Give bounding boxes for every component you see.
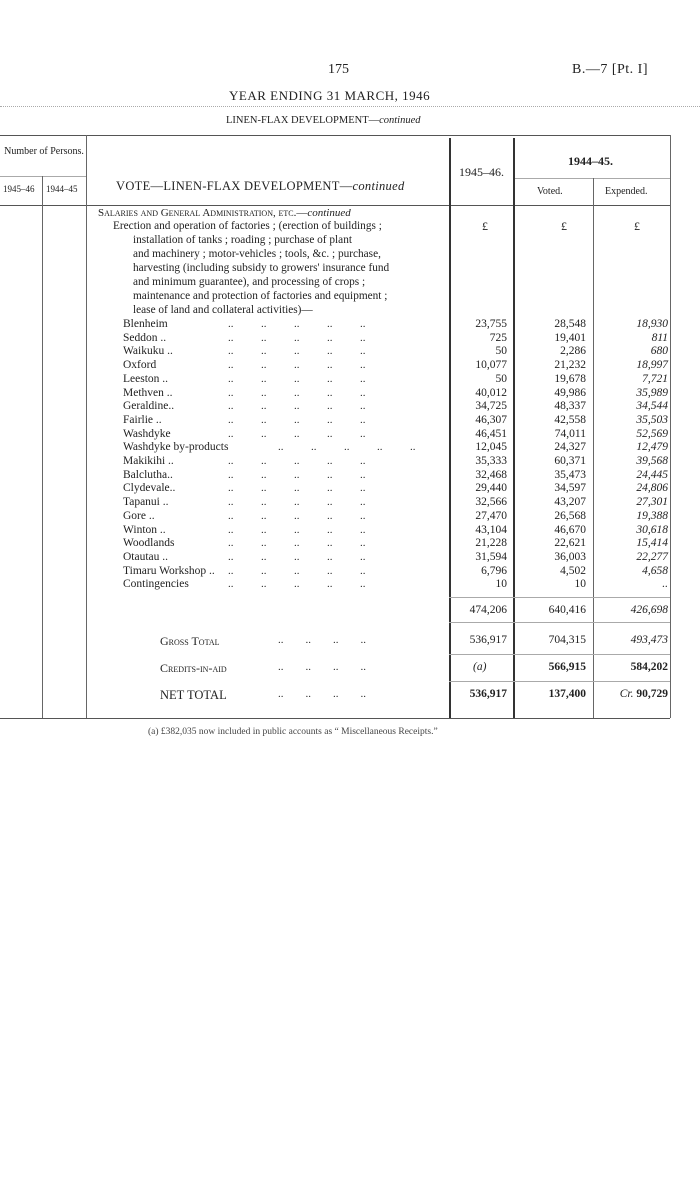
persons-right-divider xyxy=(86,135,87,718)
row-expended-value: 4,658 xyxy=(642,565,668,577)
row-name: Otautau .. xyxy=(123,551,169,563)
row-voted-value: 2,286 xyxy=(560,345,586,357)
footnote: (a) £382,035 now included in public accounts as “ Miscellaneous Receipts.” xyxy=(148,727,438,737)
row-name: Blenheim xyxy=(123,318,168,330)
gross-total-voted: 704,315 xyxy=(548,634,586,646)
page-title: YEAR ENDING 31 MARCH, 1946 xyxy=(229,88,431,103)
row-name: Oxford xyxy=(123,359,157,371)
row-expended-value: .. xyxy=(662,578,668,590)
expended-header: Expended. xyxy=(605,186,648,197)
row-1945-46-value: 31,594 xyxy=(475,551,507,563)
row-voted-value: 35,473 xyxy=(554,469,586,481)
row-name: Clydevale.. xyxy=(123,482,176,494)
row-name: Gore .. xyxy=(123,510,155,522)
description-line: maintenance and protection of factories and equipment ; xyxy=(133,290,388,302)
gross-total-leader: .. .. .. .. xyxy=(278,634,366,646)
header-rule xyxy=(0,106,700,107)
row-1945-46-value: 23,755 xyxy=(475,318,507,330)
description-line: installation of tanks ; roading ; purchase of plant xyxy=(133,234,352,246)
row-1945-46-value: 21,228 xyxy=(475,537,507,549)
subtotal-voted: 640,416 xyxy=(548,604,586,616)
row-expended-value: 22,277 xyxy=(636,551,668,563)
row-name: Winton .. xyxy=(123,524,166,536)
row-expended-value: 52,569 xyxy=(636,428,668,440)
row-voted-value: 21,232 xyxy=(554,359,586,371)
row-expended-value: 34,544 xyxy=(636,400,668,412)
net-total-label: NET TOTAL xyxy=(160,688,227,702)
row-1945-46-value: 35,333 xyxy=(475,455,507,467)
row-name: Timaru Workshop .. xyxy=(123,565,215,577)
row-voted-value: 26,568 xyxy=(554,510,586,522)
row-1945-46-value: 6,796 xyxy=(481,565,507,577)
row-1945-46-value: 46,451 xyxy=(475,428,507,440)
net-total-1945-46: 536,917 xyxy=(469,688,507,700)
row-name: Fairlie .. xyxy=(123,414,162,426)
row-leader-dots: .. .. .. .. .. xyxy=(228,387,366,399)
row-leader-dots: .. .. .. .. .. xyxy=(228,551,366,563)
description-line: harvesting (including subsidy to growers' insurance fund xyxy=(133,262,390,274)
row-leader-dots: .. .. .. .. .. xyxy=(228,496,366,508)
header-bottom-rule xyxy=(0,205,670,206)
table-top-rule xyxy=(0,135,670,136)
page-number: 175 xyxy=(328,62,349,77)
row-leader-dots: .. .. .. .. .. xyxy=(228,318,366,330)
row-expended-value: 24,445 xyxy=(636,469,668,481)
row-name: Waikuku .. xyxy=(123,345,173,357)
row-leader-dots: .. .. .. .. .. xyxy=(228,578,366,590)
row-name: Methven .. xyxy=(123,387,173,399)
section-subtitle-main: LINEN-FLAX DEVELOPMENT— xyxy=(226,115,380,126)
net-total-voted: 137,400 xyxy=(548,688,586,700)
row-name: Woodlands xyxy=(123,537,175,549)
number-of-persons-header: Number of Persons. xyxy=(4,146,84,157)
row-leader-dots: .. .. .. .. .. xyxy=(228,524,366,536)
row-1945-46-value: 32,468 xyxy=(475,469,507,481)
credits-1945-46-note: (a) xyxy=(473,661,487,673)
persons-1944-45-header: 1944–45 xyxy=(46,184,78,194)
row-expended-value: 27,301 xyxy=(636,496,668,508)
row-expended-value: 15,414 xyxy=(636,537,668,549)
row-expended-value: 680 xyxy=(650,345,668,357)
section-heading-main: Salaries and General Administration, etc.— xyxy=(98,207,308,219)
currency-expended: £ xyxy=(634,219,640,233)
subtotal-rule xyxy=(449,597,670,598)
section-heading-continued: continued xyxy=(307,207,351,219)
row-expended-value: 24,806 xyxy=(636,482,668,494)
gross-total-1945-46: 536,917 xyxy=(469,634,507,646)
row-expended-value: 35,503 xyxy=(636,414,668,426)
row-voted-value: 28,548 xyxy=(554,318,586,330)
row-voted-value: 19,678 xyxy=(554,373,586,385)
row-name: Geraldine.. xyxy=(123,400,175,412)
description-line: Erection and operation of factories ; (erection of buildings ; xyxy=(113,220,382,232)
gross-total-rule xyxy=(449,654,670,655)
row-leader-dots: .. .. .. .. .. xyxy=(228,400,366,412)
number-persons-subrule xyxy=(0,176,86,177)
row-1945-46-value: 43,104 xyxy=(475,524,507,536)
row-leader-dots: .. .. .. .. .. xyxy=(228,414,366,426)
row-name: Seddon .. xyxy=(123,332,167,344)
currency-voted: £ xyxy=(561,219,567,233)
row-voted-value: 74,011 xyxy=(554,428,586,440)
net-total-leader: .. .. .. .. xyxy=(278,688,366,700)
description-line: and minimum guarantee), and processing of crops ; xyxy=(133,276,366,288)
row-leader-dots: .. .. .. .. .. xyxy=(228,359,366,371)
table-right-edge xyxy=(670,135,671,718)
row-leader-dots: .. .. .. .. .. xyxy=(228,373,366,385)
vote-title xyxy=(116,179,405,194)
row-name: Washdyke xyxy=(123,428,171,440)
row-leader-dots: .. .. .. .. .. xyxy=(228,345,366,357)
section-subtitle-continued: continued xyxy=(379,115,421,126)
row-voted-value: 60,371 xyxy=(554,455,586,467)
row-expended-value: 12,479 xyxy=(636,441,668,453)
row-voted-value: 48,337 xyxy=(554,400,586,412)
year-1944-subrule xyxy=(514,178,670,179)
row-1945-46-value: 29,440 xyxy=(475,482,507,494)
row-expended-value: 18,997 xyxy=(636,359,668,371)
gross-total-expended: 493,473 xyxy=(630,634,668,646)
row-leader-dots: .. .. .. .. .. xyxy=(228,537,366,549)
row-voted-value: 19,401 xyxy=(554,332,586,344)
table-bottom-rule xyxy=(0,718,670,719)
row-name: Tapanui .. xyxy=(123,496,169,508)
voted-header: Voted. xyxy=(537,186,563,197)
credits-in-aid-label: Credits-in-aid xyxy=(160,661,227,675)
row-expended-value: 18,930 xyxy=(636,318,668,330)
subtotal-bottom-rule xyxy=(449,622,670,623)
row-leader-dots: .. .. .. .. .. xyxy=(228,428,366,440)
row-1945-46-value: 32,566 xyxy=(475,496,507,508)
persons-1945-46-header: 1945–46 xyxy=(3,184,35,194)
row-expended-value: 35,989 xyxy=(636,387,668,399)
section-heading xyxy=(98,207,351,219)
row-1945-46-value: 10 xyxy=(495,578,507,590)
credits-leader: .. .. .. .. xyxy=(278,661,366,673)
description-line: and machinery ; motor-vehicles ; tools, &c. ; purchase, xyxy=(133,248,381,260)
credits-expended: 584,202 xyxy=(630,661,668,673)
row-1945-46-value: 40,012 xyxy=(475,387,507,399)
row-name: Makikihi .. xyxy=(123,455,174,467)
row-leader-dots: .. .. .. .. .. xyxy=(228,455,366,467)
subtotal-expended: 426,698 xyxy=(630,604,668,616)
row-expended-value: 30,618 xyxy=(636,524,668,536)
row-name: Washdyke by-products xyxy=(123,441,229,453)
row-1945-46-value: 10,077 xyxy=(475,359,507,371)
row-voted-value: 36,003 xyxy=(554,551,586,563)
row-leader-dots: .. .. .. .. .. xyxy=(228,510,366,522)
net-total-expended xyxy=(594,688,668,700)
row-voted-value: 24,327 xyxy=(554,441,586,453)
section-subtitle xyxy=(226,115,421,126)
row-voted-value: 49,986 xyxy=(554,387,586,399)
description-line: lease of land and collateral activities)— xyxy=(133,304,313,316)
row-voted-value: 10 xyxy=(574,578,586,590)
row-expended-value: 19,388 xyxy=(636,510,668,522)
row-1945-46-value: 46,307 xyxy=(475,414,507,426)
net-total-expended-value: 90,729 xyxy=(636,688,668,700)
gross-total-label: Gross Total xyxy=(160,634,220,648)
row-expended-value: 7,721 xyxy=(642,373,668,385)
col-1945-46-header: 1945–46. xyxy=(459,165,504,179)
page-reference: B.—7 [Pt. I] xyxy=(572,62,648,77)
row-voted-value: 46,670 xyxy=(554,524,586,536)
row-leader-dots: .. .. .. .. .. xyxy=(228,469,366,481)
net-total-credit-prefix: Cr. xyxy=(619,688,634,700)
row-1945-46-value: 50 xyxy=(495,373,507,385)
row-voted-value: 43,207 xyxy=(554,496,586,508)
row-leader-dots: .. .. .. .. .. xyxy=(278,441,416,453)
vote-title-continued: continued xyxy=(352,179,405,193)
row-name: Contingencies xyxy=(123,578,189,590)
persons-mid-divider xyxy=(42,176,43,718)
credits-voted: 566,915 xyxy=(548,661,586,673)
row-1945-46-value: 12,045 xyxy=(475,441,507,453)
vote-title-main: VOTE—LINEN-FLAX DEVELOPMENT— xyxy=(116,179,353,193)
row-1945-46-value: 50 xyxy=(495,345,507,357)
row-leader-dots: .. .. .. .. .. xyxy=(228,565,366,577)
row-name: Leeston .. xyxy=(123,373,169,385)
row-voted-value: 22,621 xyxy=(554,537,586,549)
row-voted-value: 34,597 xyxy=(554,482,586,494)
row-voted-value: 4,502 xyxy=(560,565,586,577)
row-1945-46-value: 725 xyxy=(489,332,507,344)
subtotal-1945-46: 474,206 xyxy=(469,604,507,616)
credits-rule xyxy=(449,681,670,682)
row-name: Balclutha.. xyxy=(123,469,173,481)
currency-1945-46: £ xyxy=(482,219,488,233)
row-expended-value: 811 xyxy=(651,332,668,344)
row-expended-value: 39,568 xyxy=(636,455,668,467)
row-1945-46-value: 27,470 xyxy=(475,510,507,522)
col-1944-45-header: 1944–45. xyxy=(568,154,613,168)
row-leader-dots: .. .. .. .. .. xyxy=(228,332,366,344)
row-1945-46-value: 34,725 xyxy=(475,400,507,412)
row-voted-value: 42,558 xyxy=(554,414,586,426)
row-leader-dots: .. .. .. .. .. xyxy=(228,482,366,494)
